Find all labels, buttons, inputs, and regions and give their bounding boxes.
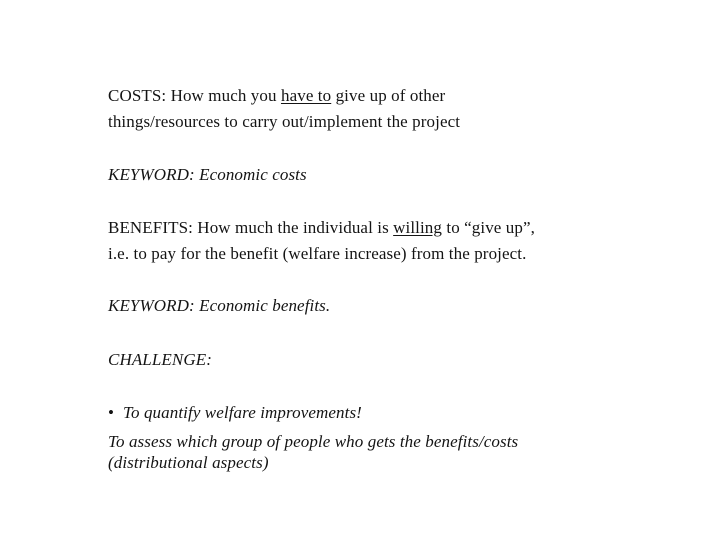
costs-text-after: give up of other bbox=[331, 86, 446, 105]
benefits-text-after: to “give up”, bbox=[442, 218, 535, 237]
benefits-underlined-word: willing bbox=[393, 218, 443, 237]
benefits-definition-line-1 bbox=[108, 218, 535, 238]
benefits-definition-line-2: i.e. to pay for the benefit (welfare increase) from the project. bbox=[108, 244, 527, 263]
costs-definition-line-2: things/resources to carry out/implement the project bbox=[108, 112, 461, 131]
costs-underlined-phrase: have to bbox=[280, 86, 332, 105]
challenge-bullet-text: To quantify welfare improvements! bbox=[123, 403, 362, 422]
costs-definition-line-1 bbox=[108, 86, 445, 106]
challenge-heading: CHALLENGE: bbox=[108, 350, 212, 369]
challenge-assess-line-1: To assess which group of people who gets the benefits/costs bbox=[108, 432, 519, 451]
challenge-assess-line-2: (distributional aspects) bbox=[108, 453, 269, 472]
benefits-text-before: BENEFITS: How much the individual is bbox=[108, 218, 394, 237]
bullet-icon: • bbox=[108, 403, 115, 422]
costs-text-before: COSTS: How much you bbox=[108, 86, 281, 105]
keyword-benefits: KEYWORD: Economic benefits. bbox=[108, 296, 331, 315]
challenge-bullet-item bbox=[108, 403, 362, 423]
keyword-costs: KEYWORD: Economic costs bbox=[108, 165, 307, 184]
